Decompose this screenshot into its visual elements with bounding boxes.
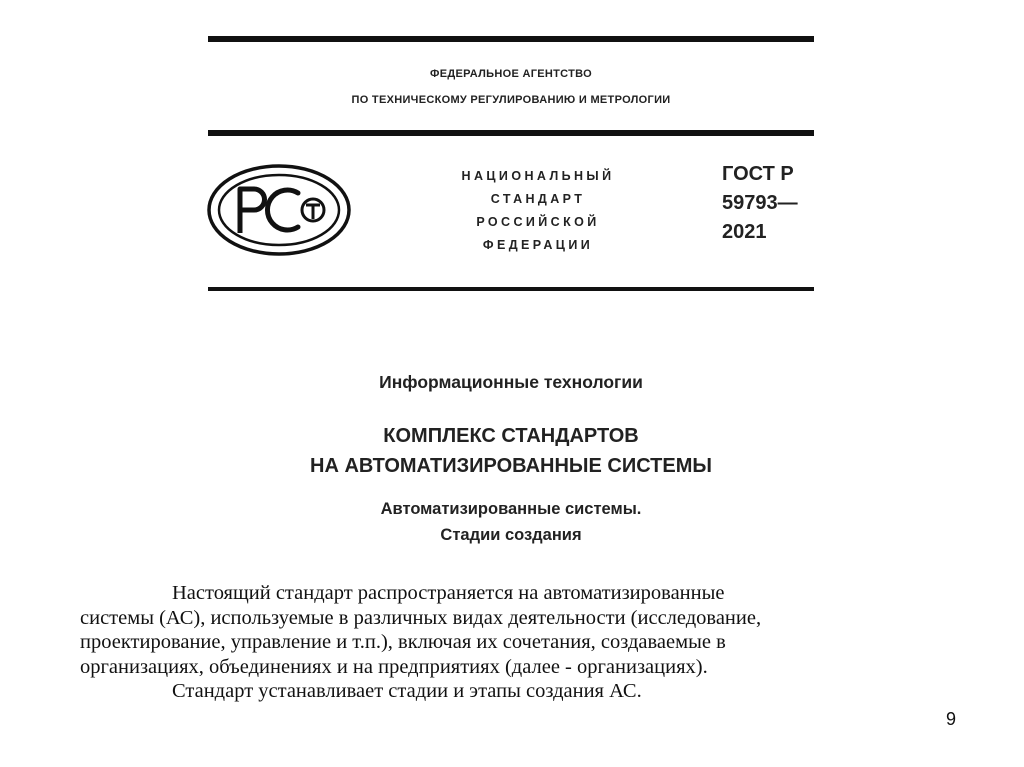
body-line: организациях, объединениях и на предприятиях (далее - организациях). bbox=[80, 655, 708, 678]
page-number: 9 bbox=[946, 709, 957, 729]
gost-designation-line: ГОСТ Р bbox=[722, 163, 794, 185]
subtitle-line: Стадии создания bbox=[440, 526, 582, 544]
document-complex-title bbox=[208, 421, 814, 481]
body-line: системы (АС), используемые в различных видах деятельности (исследование, bbox=[80, 606, 762, 629]
body-line: проектирование, управление и т.п.), включая их сочетания, создаваемые в bbox=[80, 631, 726, 653]
emblem-divider bbox=[208, 287, 814, 291]
header-divider bbox=[208, 130, 814, 136]
body-line: Настоящий стандарт распространяется на автоматизированные bbox=[172, 582, 725, 604]
subtitle-line: Автоматизированные системы. bbox=[380, 500, 642, 518]
rst-emblem-icon bbox=[206, 163, 352, 257]
national-standard-label bbox=[428, 165, 648, 257]
complex-title-line: КОМПЛЕКС СТАНДАРТОВ bbox=[383, 425, 639, 447]
body-paragraph bbox=[80, 581, 960, 704]
body-line: Стандарт устанавливает стадии и этапы создания АС. bbox=[172, 680, 642, 702]
top-rule bbox=[208, 36, 814, 42]
document-category: Информационные технологии bbox=[379, 372, 643, 392]
agency-line-1: ФЕДЕРАЛЬНОЕ АГЕНТСТВО bbox=[430, 68, 592, 80]
national-standard-line: СТАНДАРТ bbox=[490, 192, 586, 206]
national-standard-line: НАЦИОНАЛЬНЫЙ bbox=[461, 169, 615, 183]
complex-title-line: НА АВТОМАТИЗИРОВАННЫЕ СИСТЕМЫ bbox=[310, 455, 712, 477]
document-subtitle bbox=[208, 496, 814, 548]
agency-line-2: ПО ТЕХНИЧЕСКОМУ РЕГУЛИРОВАНИЮ И МЕТРОЛОГИИ bbox=[351, 94, 671, 106]
gost-designation-line: 59793— bbox=[722, 192, 798, 214]
gost-designation bbox=[722, 160, 832, 247]
gost-designation-line: 2021 bbox=[722, 221, 767, 243]
national-standard-line: РОССИЙСКОЙ bbox=[476, 215, 600, 229]
national-standard-line: ФЕДЕРАЦИИ bbox=[482, 238, 594, 252]
